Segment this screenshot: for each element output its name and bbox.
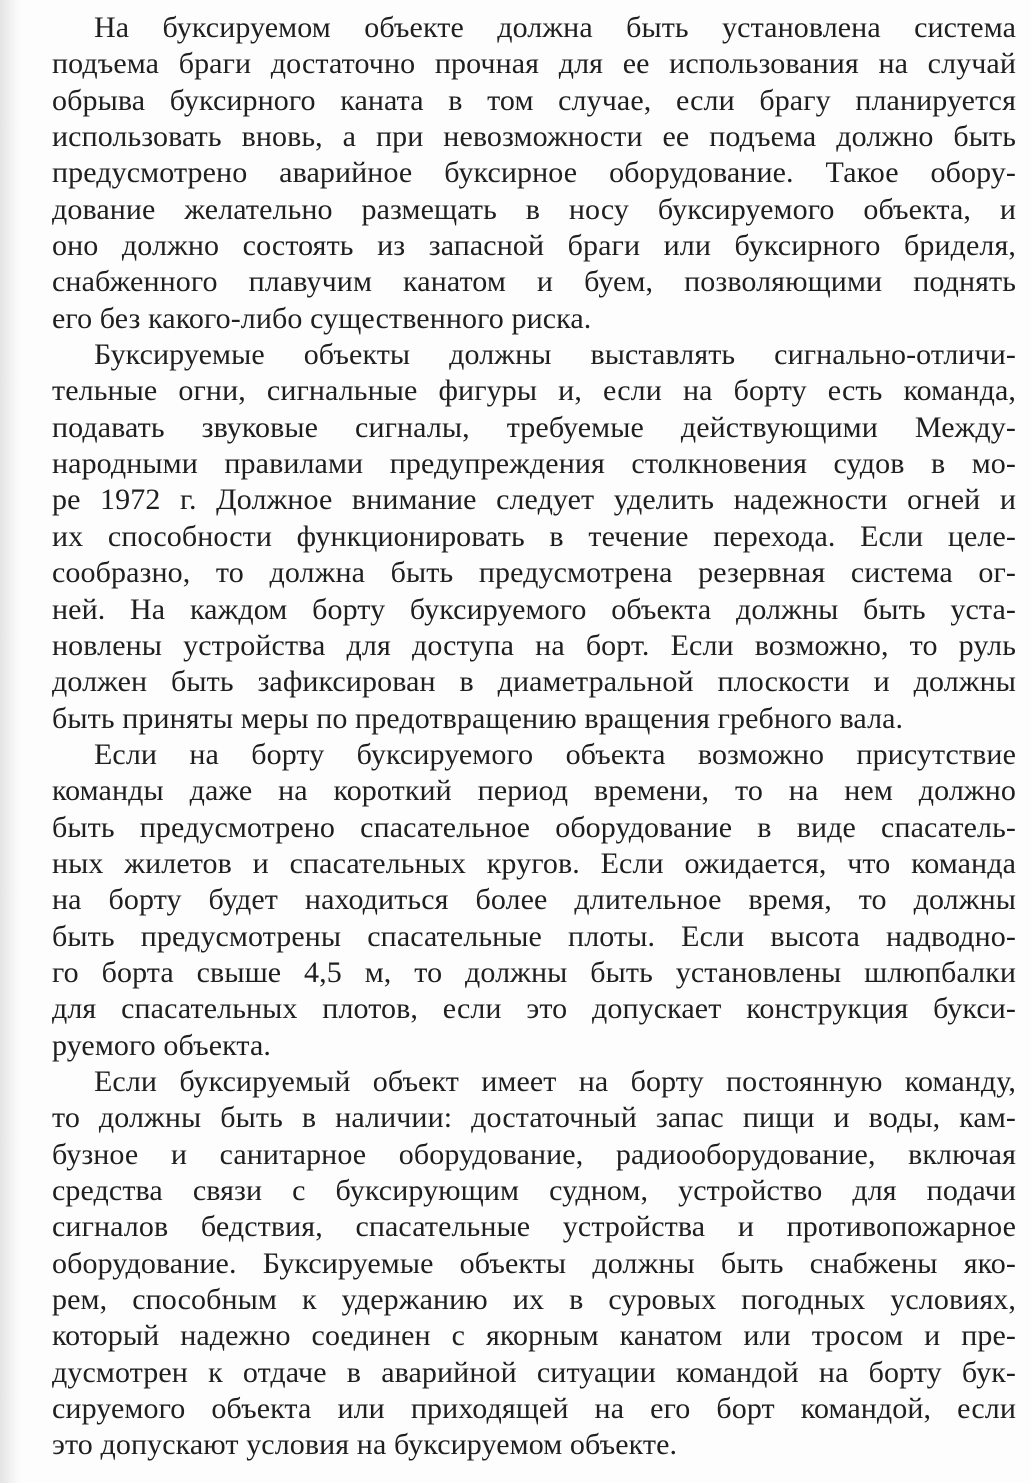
text-line: бузное и санитарное оборудование, радиооборудование, включая <box>52 1137 1016 1171</box>
text-line: быть предусмотрены спасательные плоты. Если высота надводно- <box>52 919 1016 953</box>
text-line: народными правилами предупреждения столкновения судов в мо- <box>52 447 1016 481</box>
text-line: ней. На каждом борту буксируемого объекта должны быть уста- <box>52 592 1016 626</box>
text-line: сообразно, то должна быть предусмотрена резервная система ог- <box>52 556 1016 590</box>
text-line: на борту будет находиться более длительное время, то должны <box>52 883 1016 917</box>
paragraph-2 <box>52 337 1016 737</box>
text-line: быть приняты меры по предотвращению вращения гребного вала. <box>52 701 904 735</box>
paragraph-4 <box>52 1064 1016 1464</box>
text-line: дование желательно размещать в носу буксируемого объекта, и <box>52 192 1016 226</box>
text-line: дусмотрен к отдаче в аварийной ситуации командой на борту бук- <box>52 1355 1016 1389</box>
paragraph-1 <box>52 10 1016 337</box>
text-line: новлены устройства для доступа на борт. Если возможно, то руль <box>52 628 1016 662</box>
text-line: для спасательных плотов, если это допускает конструкция букси- <box>52 992 1016 1026</box>
paragraph-3 <box>52 737 1016 1064</box>
text-line: быть предусмотрено спасательное оборудование в виде спасатель- <box>52 810 1016 844</box>
text-line: На буксируемом объекте должна быть установлена система <box>94 11 1016 44</box>
text-line: снабженного плавучим канатом и буем, позволяющими поднять <box>52 265 1016 299</box>
text-line: сигналов бедствия, спасательные устройства и противопожарное <box>52 1210 1016 1244</box>
text-line: ре 1972 г. Должное внимание следует уделить надежности огней и <box>52 483 1016 517</box>
text-line: оно должно состоять из запасной браги или буксирного бриделя, <box>52 229 1016 263</box>
text-line: должен быть зафиксирован в диаметральной плоскости и должны <box>52 665 1016 699</box>
text-line: это допускают условия на буксируемом объекте. <box>52 1428 678 1462</box>
page-binding-shadow <box>0 0 22 1483</box>
text-line: сируемого объекта или приходящей на его борт командой, если <box>52 1392 1016 1426</box>
text-line: Если буксируемый объект имеет на борту постоянную команду, <box>94 1064 1016 1098</box>
text-line: средства связи с буксирующим судном, устройство для подачи <box>52 1174 1016 1207</box>
text-line: оборудование. Буксируемые объекты должны быть снабжены яко- <box>52 1246 1016 1280</box>
text-line: его без какого-либо существенного риска. <box>52 301 592 335</box>
text-line: подавать звуковые сигналы, требуемые действующими Между- <box>52 410 1016 444</box>
text-line: который надежно соединен с якорным канатом или тросом и пре- <box>52 1319 1016 1353</box>
body-text <box>52 10 1016 1464</box>
text-line: то должны быть в наличии: достаточный запас пищи и воды, кам- <box>52 1101 1016 1135</box>
text-line: подъема браги достаточно прочная для ее использования на случай <box>52 47 1016 81</box>
text-line: команды даже на короткий период времени, то на нем должно <box>52 774 1016 808</box>
text-line: тельные огни, сигнальные фигуры и, если на борту есть команда, <box>52 374 1016 408</box>
text-line: Если на борту буксируемого объекта возможно присутствие <box>94 737 1016 771</box>
text-line: го борта свыше 4,5 м, то должны быть установлены шлюпбалки <box>52 955 1016 989</box>
text-line: ных жилетов и спасательных кругов. Если ожидается, что команда <box>52 846 1016 880</box>
text-line: руемого объекта. <box>52 1028 271 1062</box>
text-line: их способности функционировать в течение перехода. Если целе- <box>52 519 1016 553</box>
text-line: предусмотрено аварийное буксирное оборудование. Такое обору- <box>52 156 1016 190</box>
text-line: обрыва буксирного каната в том случае, если брагу планируется <box>52 83 1016 117</box>
text-line: рем, способным к удержанию их в суровых погодных условиях, <box>52 1283 1016 1317</box>
text-line: Буксируемые объекты должны выставлять сигнально-отличи- <box>94 338 1016 372</box>
text-line: использовать вновь, а при невозможности ее подъема должно быть <box>52 120 1016 154</box>
